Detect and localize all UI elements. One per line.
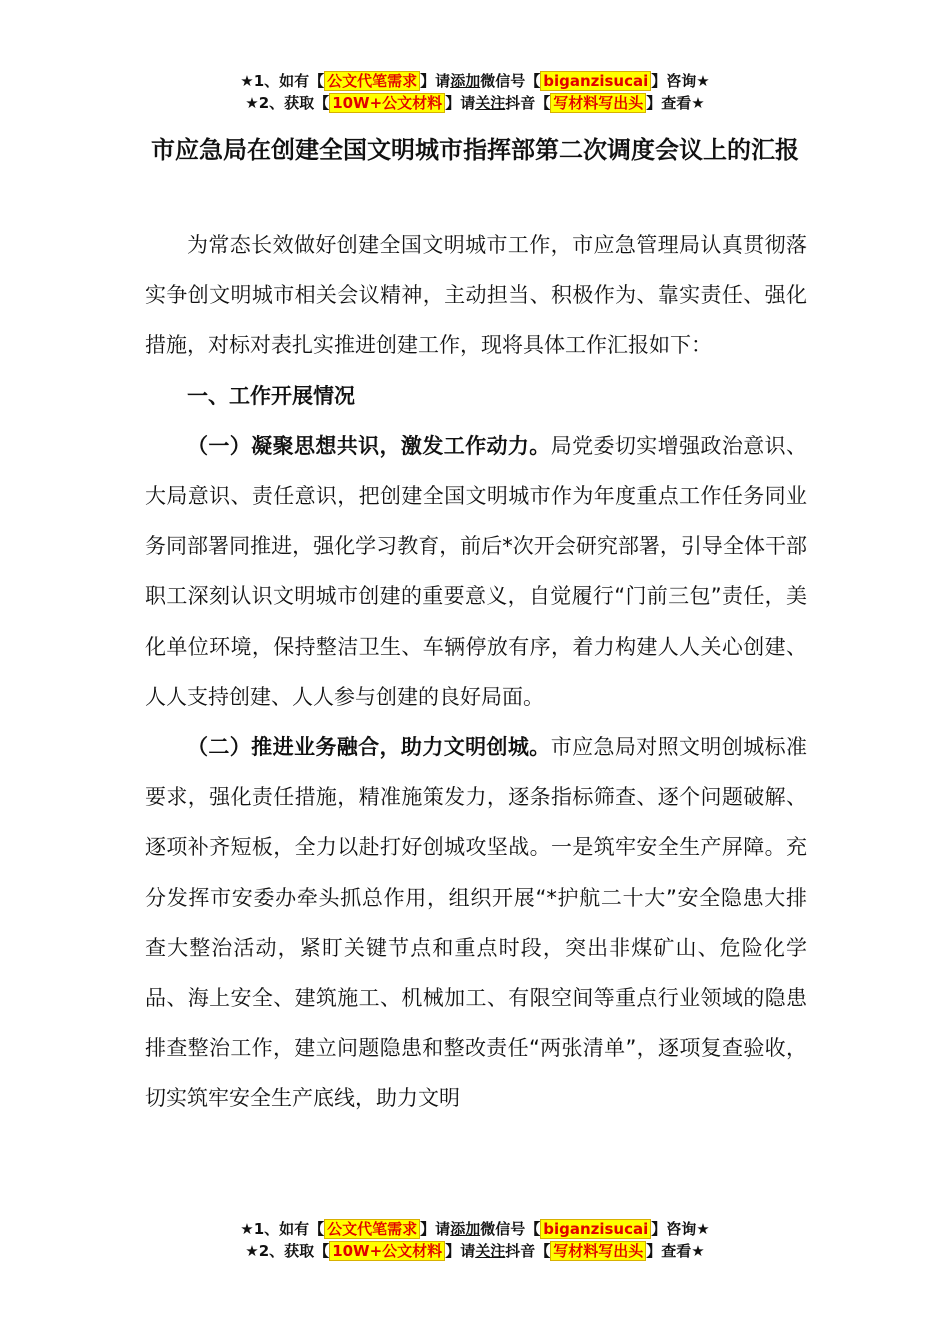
- document-body: [145, 220, 807, 1124]
- promo-line-2: ★2、获取【 10W+公文材料 】请关注抖音【 写材料写出头 】查看★: [245, 94, 705, 112]
- item-body: 局党委切实增强政治意识、大局意识、责任意识，把创建全国文明城市作为年度重点工作任务同业务同部署同推进，强化学习教育，前后*次开会研究部署，引导全体干部职工深刻认识文明城市创建的重要意义，自觉履行“门前三包”责任，美化单位环境，保持整洁卫生、车辆停放有序，着力构建人人关心创建、人人支持创建、人人参与创建的良好局面。: [145, 433, 808, 709]
- promo-line-1: ★1、如有【 公文代笔需求 】请添加微信号【 biganzisucai 】咨询★: [240, 72, 710, 90]
- footer-promo: [0, 1218, 950, 1262]
- section-heading: 一、工作开展情况: [187, 383, 355, 408]
- promo-highlight: 10W+公文材料: [329, 1241, 445, 1261]
- promo-highlight: biganzisucai: [540, 1219, 651, 1239]
- header-promo: [0, 70, 950, 114]
- item-paragraph-1: [145, 421, 807, 722]
- document-title: 市应急局在创建全国文明城市指挥部第二次调度会议上的汇报: [151, 136, 799, 164]
- promo-line-2: ★2、获取【 10W+公文材料 】请关注抖音【 写材料写出头 】查看★: [245, 1242, 705, 1260]
- promo-highlight: biganzisucai: [540, 71, 651, 91]
- promo-highlight: 10W+公文材料: [329, 93, 445, 113]
- promo-highlight: 写材料写出头: [550, 93, 646, 113]
- item-paragraph-2: [145, 722, 807, 1124]
- promo-line-1: ★1、如有【 公文代笔需求 】请添加微信号【 biganzisucai 】咨询★: [240, 1220, 710, 1238]
- item-title: （二）推进业务融合，助力文明创城。: [187, 735, 551, 760]
- intro-paragraph: 为常态长效做好创建全国文明城市工作，市应急管理局认真贯彻落实争创文明城市相关会议精神，主动担当、积极作为、靠实责任、强化措施，对标对表扎实推进创建工作，现将具体工作汇报如下：: [145, 233, 807, 358]
- item-title: （一）凝聚思想共识，激发工作动力。: [187, 433, 551, 458]
- promo-highlight: 公文代笔需求: [324, 71, 420, 91]
- promo-highlight: 公文代笔需求: [324, 1219, 420, 1239]
- promo-highlight: 写材料写出头: [550, 1241, 646, 1261]
- item-body: 市应急局对照文明创城标准要求，强化责任措施，精准施策发力，逐条指标筛查、逐个问题破解、逐项补齐短板，全力以赴打好创城攻坚战。一是筑牢安全生产屏障。充分发挥市安委办牵头抓总作用，组织开展“*护航二十大”安全隐患大排查大整治活动，紧盯关键节点和重点时段，突出非煤矿山、危险化学品、海上安全、建筑施工、机械加工、有限空间等重点行业领域的隐患排查整治工作，建立问题隐患和整改责任“两张清单”，逐项复查验收，切实筑牢安全生产底线，助力文明: [145, 735, 808, 1111]
